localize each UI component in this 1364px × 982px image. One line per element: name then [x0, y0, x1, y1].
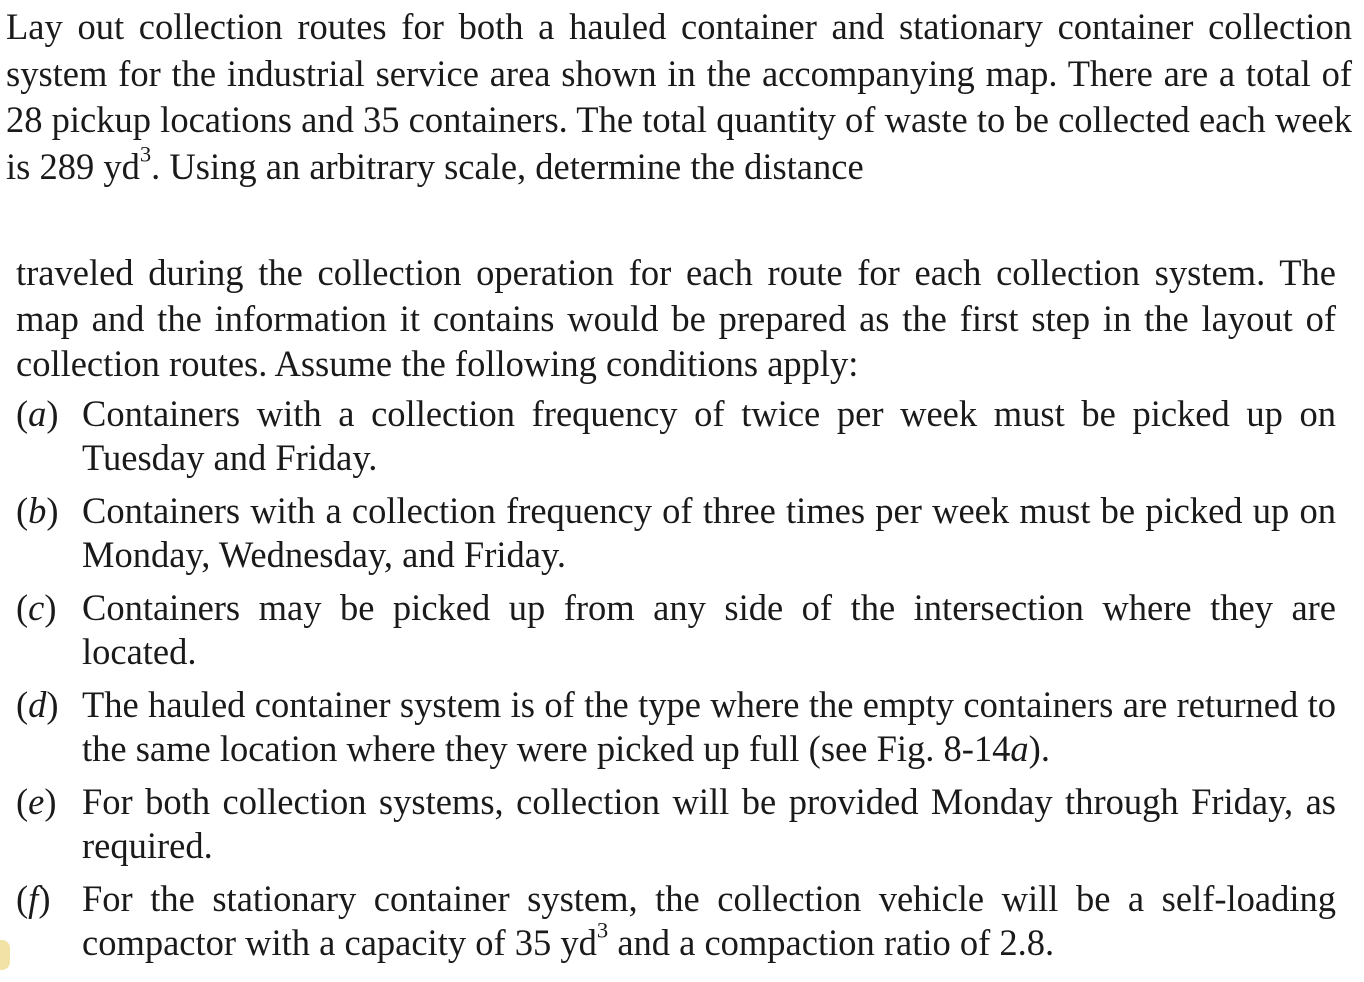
condition-item-f — [16, 877, 1336, 965]
intro-superscript-3: 3 — [139, 140, 152, 166]
condition-marker: (b) — [16, 490, 59, 531]
condition-item-c — [16, 586, 1336, 674]
condition-item-b — [16, 489, 1336, 577]
condition-text: The hauled container system is of the type where the empty containers are returned to the same location where they were picked up full (see Fig. 8-14a). — [82, 684, 1336, 769]
condition-text: Containers with a collection frequency of twice per week must be picked up on Tuesday and Friday. — [82, 393, 1336, 478]
problem-continuation-paragraph — [16, 250, 1336, 387]
condition-text: Containers with a collection frequency of three times per week must be picked up on Monday, Wednesday, and Friday. — [82, 490, 1336, 575]
condition-marker: (d) — [16, 684, 59, 725]
intro-text-part1: Lay out collection routes for both a hauled container and stationary container collection system for the industrial service area shown in the accompanying map. There are a total of 28 pickup locations and 35 containers. The total quantity of waste to be collected each week is 289 yd — [6, 6, 1352, 187]
condition-marker: (f) — [16, 878, 51, 919]
condition-item-a — [16, 392, 1336, 480]
condition-item-d — [16, 683, 1336, 771]
conditions-list — [16, 392, 1336, 974]
condition-text: Containers may be picked up from any side of the intersection where they are located. — [82, 587, 1336, 672]
condition-item-e — [16, 780, 1336, 868]
intro-text-part2: . Using an arbitrary scale, determine the distance — [151, 145, 864, 187]
condition-marker: (c) — [16, 587, 57, 628]
condition-text: For the stationary container system, the collection vehicle will be a self-loading compactor with a capacity of 35 $yd^3$ and a compaction ratio of 2.8. — [82, 878, 1336, 963]
problem-intro-paragraph — [6, 4, 1352, 190]
condition-text: For both collection systems, collection will be provided Monday through Friday, as required. — [82, 781, 1336, 866]
condition-marker: (e) — [16, 781, 57, 822]
continuation-text: traveled during the collection operation for each route for each collection system. The map and the information it contains would be prepared as the first step in the layout of collection routes. Assume the following conditions apply: — [16, 252, 1336, 384]
condition-marker: (a) — [16, 393, 59, 434]
scan-highlight-mark — [0, 940, 10, 970]
capacity-superscript-3: 3 — [596, 917, 609, 943]
